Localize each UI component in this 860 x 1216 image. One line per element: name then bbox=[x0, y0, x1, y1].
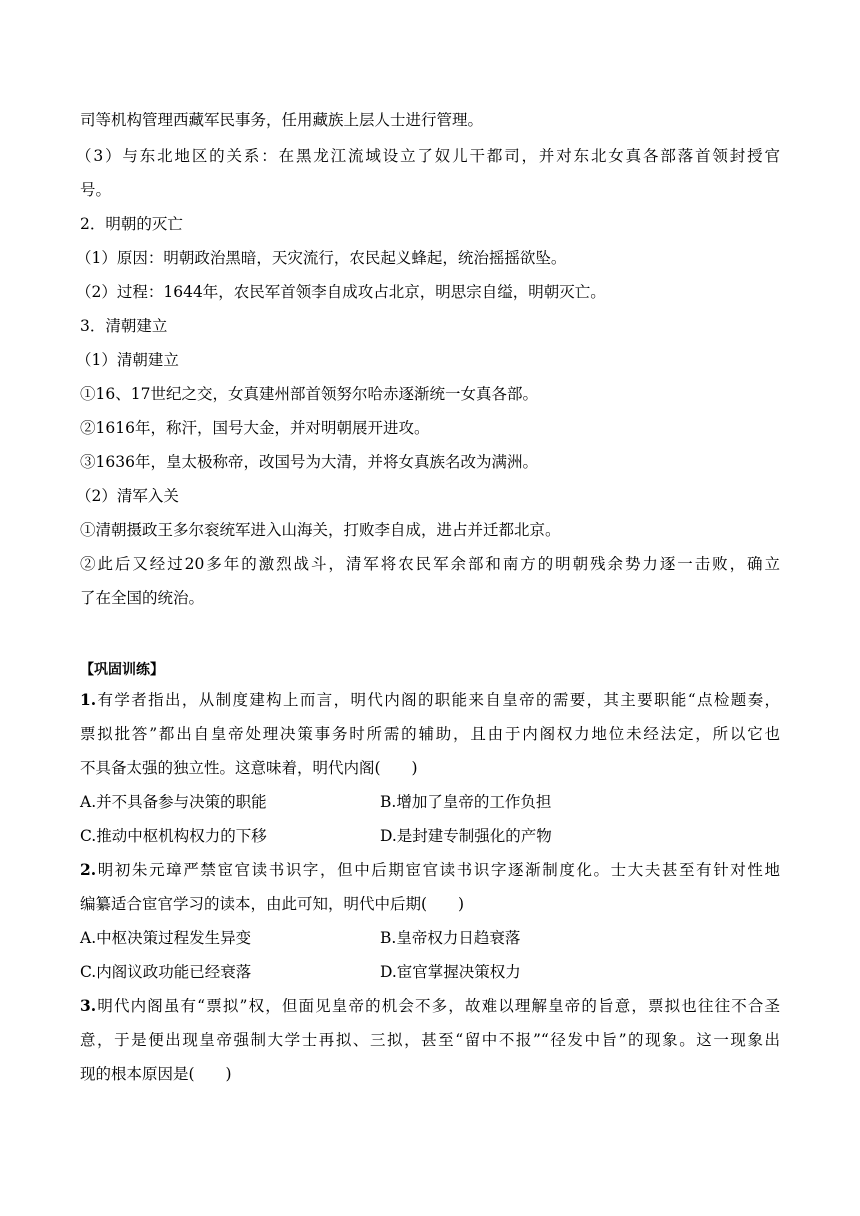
exercise-heading: 【巩固训练】 bbox=[80, 662, 164, 678]
notes-line: （1）原因：明朝政治黑暗，天灾流行，农民起义蜂起，统治摇摇欲坠。 bbox=[76, 249, 567, 267]
notes-line: 司等机构管理西藏军民事务，任用藏族上层人士进行管理。 bbox=[80, 111, 484, 129]
section-title: 2．明朝的灭亡 bbox=[80, 215, 183, 233]
option-b: B.皇帝权力日趋衰落 bbox=[380, 929, 521, 947]
question-text: 明代内阁虽有“票拟”权，但面见皇帝的机会不多，故难以理解皇帝的旨意，票拟也往往不合圣 bbox=[96, 997, 780, 1015]
question-line: 意，于是便出现皇帝强制大学士再拟、三拟，甚至“留中不报”“径发中旨”的现象。这一现象出 bbox=[80, 1031, 780, 1049]
notes-line: ①清朝摄政王多尔衮统军进入山海关，打败李自成，进占并迁都北京。 bbox=[80, 521, 561, 539]
question-line bbox=[80, 996, 780, 1016]
section-title: 3．清朝建立 bbox=[80, 317, 168, 335]
notes-line: ②1616年，称汗，国号大金，并对明朝展开进攻。 bbox=[80, 419, 430, 437]
question-line: 票拟批答”都出自皇帝处理决策事务时所需的辅助，且由于内阁权力地位未经法定，所以它也 bbox=[80, 725, 780, 743]
notes-line: （1）清朝建立 bbox=[76, 351, 179, 369]
option-c: C.推动中枢机构权力的下移 bbox=[80, 827, 267, 845]
option-d: D.是封建专制强化的产物 bbox=[380, 827, 552, 845]
notes-line: ③1636年，皇太极称帝，改国号为大清，并将女真族名改为满洲。 bbox=[80, 453, 538, 471]
option-a: A.并不具备参与决策的职能 bbox=[80, 793, 267, 811]
notes-line: （2）过程：1644年，农民军首领李自成攻占北京，明思宗自缢，明朝灭亡。 bbox=[76, 283, 606, 301]
question-line: 不具备太强的独立性。这意味着，明代内阁( ) bbox=[80, 759, 418, 777]
option-b: B.增加了皇帝的工作负担 bbox=[380, 793, 552, 811]
question-text: 明初朱元璋严禁宦官读书识字，但中后期宦官读书识字逐渐制度化。士大夫甚至有针对性地 bbox=[96, 861, 780, 879]
question-number: 1. bbox=[80, 690, 97, 709]
notes-line: （3）与东北地区的关系：在黑龙江流域设立了奴儿干都司，并对东北女真各部落首领封授官 bbox=[76, 147, 780, 165]
notes-line: 了在全国的统治。 bbox=[80, 589, 205, 607]
question-line: 编纂适合宦官学习的读本，由此可知，明代中后期( ) bbox=[80, 895, 465, 913]
question-line bbox=[80, 690, 780, 710]
option-d: D.宦官掌握决策权力 bbox=[380, 963, 521, 981]
question-line: 现的根本原因是( ) bbox=[80, 1065, 232, 1083]
option-c: C.内阁议政功能已经衰落 bbox=[80, 963, 252, 981]
option-a: A.中枢决策过程发生异变 bbox=[80, 929, 252, 947]
question-number: 3. bbox=[80, 996, 97, 1015]
question-line bbox=[80, 860, 780, 880]
question-text: 有学者指出，从制度建构上而言，明代内阁的职能来自皇帝的需要，其主要职能“点检题奏， bbox=[96, 691, 780, 709]
notes-line: ①16、17世纪之交，女真建州部首领努尔哈赤逐渐统一女真各部。 bbox=[80, 385, 538, 403]
question-number: 2. bbox=[80, 860, 97, 879]
notes-line: 号。 bbox=[80, 181, 112, 199]
notes-line: ②此后又经过20多年的激烈战斗，清军将农民军余部和南方的明朝残余势力逐一击败，确立 bbox=[80, 555, 780, 573]
notes-line: （2）清军入关 bbox=[76, 487, 179, 505]
